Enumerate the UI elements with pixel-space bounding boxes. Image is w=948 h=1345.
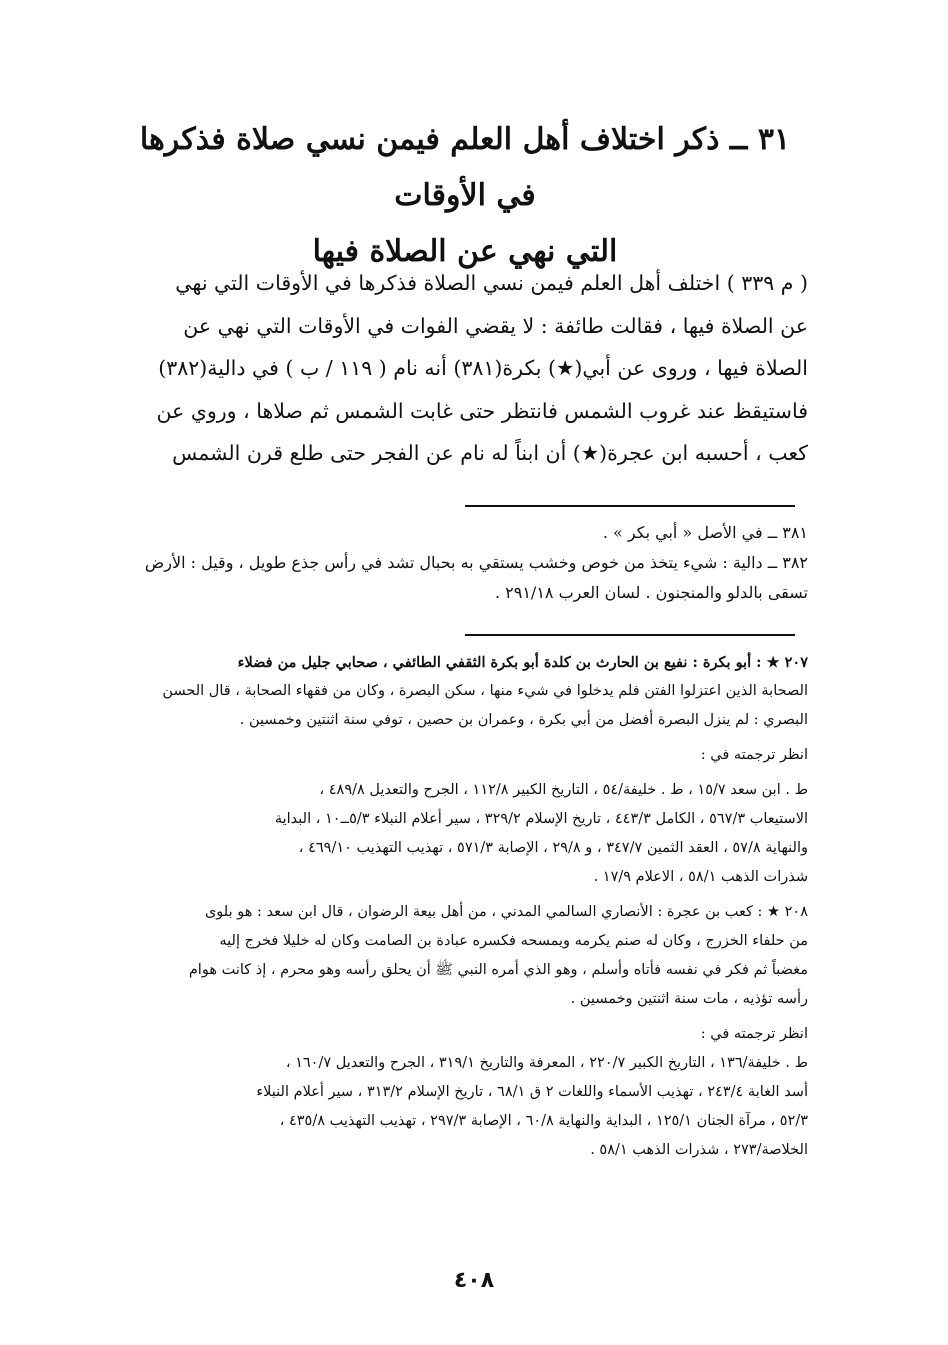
bio-207-line: الصحابة الذين اعتزلوا الفتن فلم يدخلوا في شيء منها ، سكن البصرة ، وكان من فقهاء الصحابة ، قال الحسن <box>162 683 808 699</box>
paragraph-line: ( م ٣٣٩ ) اختلف أهل العلم فيمن نسي الصلاة فذكرها في الأوقات التي نهي <box>175 271 808 295</box>
bio-208-ref: ٥٢/٣ ، مرآة الجنان ١٢٥/١ ، البداية والنهاية ٦٠/٨ ، الإصابة ٢٩٧/٣ ، تهذيب التهذيب ٤٣٥/٨ ، <box>279 1113 808 1129</box>
biography-divider <box>465 634 795 636</box>
footnote-382: ٣٨٢ ــ دالية : شيء يتخذ من خوص وخشب يستقي به بحبال تشد في رأس جذع طويل ، وقيل : الأرض <box>144 553 808 572</box>
paragraph-line: الصلاة فيها ، وروى عن أبي(★) بكرة(٣٨١) أنه نام ( ١١٩ / ب ) في دالية(٣٨٢) <box>158 356 808 380</box>
bio-208-see-label: انظر ترجمته في : <box>700 1026 808 1042</box>
chapter-title <box>120 112 810 280</box>
footnote-381: ٣٨١ ــ في الأصل « أبي بكر » . <box>602 523 808 542</box>
bio-208-ref: الخلاصة/٢٧٣ ، شذرات الذهب ٥٨/١ . <box>590 1142 808 1158</box>
chapter-title-line-2: التي نهي عن الصلاة فيها <box>312 234 618 269</box>
bio-208-ref: أسد الغابة ٢٤٣/٤ ، تهذيب الأسماء واللغات ٢ ق ٦٨/١ ، تاريخ الإسلام ٣١٣/٢ ، سير أعلام النبلاء <box>256 1084 808 1100</box>
bio-207-ref: والنهاية ٥٧/٨ ، العقد الثمين ٣٤٧/٧ ، و ٢٩/٨ ، الإصابة ٥٧١/٣ ، تهذيب التهذيب ٤٦٩/١٠ ، <box>298 840 808 856</box>
bio-207-line: ٢٠٧ ★ : أبو بكرة : نفيع بن الحارث بن كلدة أبو بكرة الثقفي الطائفي ، صحابي جليل من فضلاء <box>237 654 808 671</box>
biographies <box>128 648 808 1165</box>
page-number: ٤٠٨ <box>453 1268 495 1293</box>
bio-208-line: مغضباً ثم فكر في نفسه فأتاه وأسلم ، وهو الذي أمره النبي ﷺ أن يحلق رأسه وهو محرم ، إذ كانت هوام <box>188 962 808 978</box>
bio-208-line: رأسه تؤذيه ، مات سنة اثنتين وخمسين . <box>570 991 808 1007</box>
bio-207-ref: ط . ابن سعد ١٥/٧ ، ط . خليفة/٥٤ ، التاريخ الكبير ١١٢/٨ ، الجرح والتعديل ٤٨٩/٨ ، <box>319 782 808 798</box>
bio-207-ref: شذرات الذهب ٥٨/١ ، الاعلام ١٧/٩ . <box>593 869 808 885</box>
chapter-title-line-1: ٣١ ــ ذكر اختلاف أهل العلم فيمن نسي صلاة فذكرها في الأوقات <box>139 122 791 213</box>
main-paragraph <box>128 262 808 475</box>
bio-207-see-label: انظر ترجمته في : <box>700 747 808 763</box>
bio-208-ref: ط . خليفة/١٣٦ ، التاريخ الكبير ٢٢٠/٧ ، المعرفة والتاريخ ٣١٩/١ ، الجرح والتعديل ١٦٠/٧ ، <box>285 1055 808 1071</box>
bio-207-ref: الاستيعاب ٥٦٧/٣ ، الكامل ٤٤٣/٣ ، تاريخ الإسلام ٣٢٩/٢ ، سير أعلام النبلاء ٥/٣ــ١٠ ، البداية <box>274 811 808 827</box>
paragraph-line: عن الصلاة فيها ، فقالت طائفة : لا يقضي الفوات في الأوقات التي نهي عن <box>183 313 808 338</box>
footnote-382-cont: تسقى بالدلو والمنجنون . لسان العرب ٢٩١/١٨ . <box>494 583 808 602</box>
bio-208-line: ٢٠٨ ★ : كعب بن عجرة : الأنصاري السالمي المدني ، من أهل بيعة الرضوان ، قال ابن سعد : هو بلوى <box>204 904 808 920</box>
bio-208-line: من حلفاء الخزرج ، وكان له صنم يكرمه ويمسحه فكسره عبادة بن الصامت وكان له خليلا فخرج إليه <box>219 933 808 949</box>
paragraph-line: كعب ، أحسبه ابن عجرة(★) أن ابناً له نام عن الفجر حتى طلع قرن الشمس <box>172 441 808 465</box>
footnotes <box>128 518 808 608</box>
bio-207-line: البصري : لم ينزل البصرة أفضل من أبي بكرة ، وعمران بن حصين ، توفي سنة اثنتين وخمسين . <box>239 712 808 728</box>
footnote-divider <box>465 505 795 507</box>
paragraph-line: فاستيقظ عند غروب الشمس فانتظر حتى غابت الشمس ثم صلاها ، وروي عن <box>156 398 808 423</box>
